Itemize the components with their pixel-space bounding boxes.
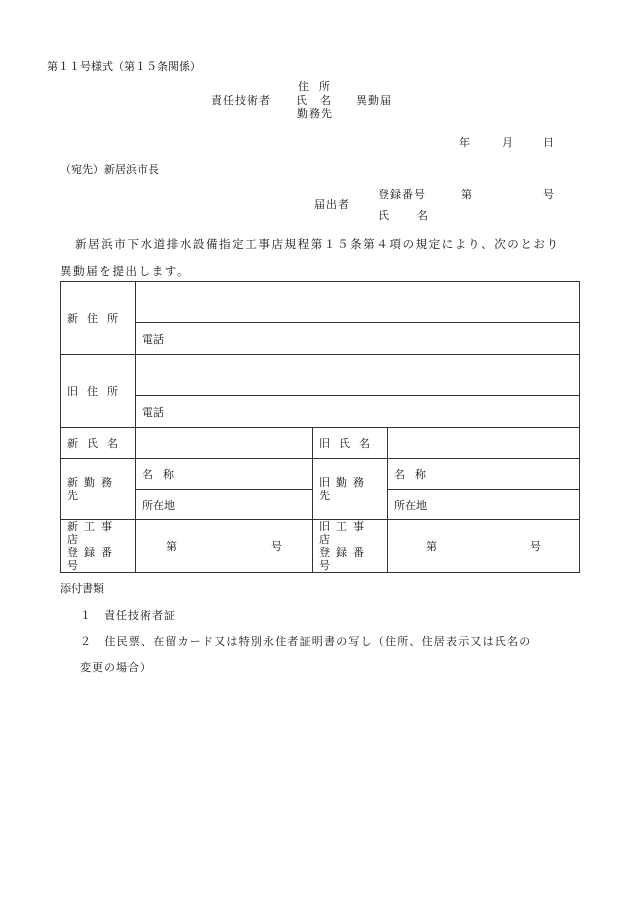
- change-form-table: [60, 281, 580, 573]
- old-shop-dai: 第: [426, 540, 437, 553]
- old-phone-field[interactable]: [136, 396, 580, 428]
- title-responsible-engineer: 責任技術者: [211, 94, 271, 107]
- old-workplace-label: 旧勤務先: [313, 459, 388, 520]
- registration-go: 号: [543, 188, 554, 201]
- new-workplace-location-label: 所在地: [142, 498, 175, 512]
- new-workplace-name-field[interactable]: [136, 459, 313, 490]
- attachment-item-1: １ 責任技術者証: [80, 609, 176, 622]
- old-shop-registration-label: [313, 520, 388, 573]
- registration-dai: 第: [461, 188, 472, 201]
- old-address-field[interactable]: [136, 355, 580, 396]
- body-text-line1: 新居浜市下水道排水設備指定工事店規程第１５条第４項の規定により、次のとおり: [75, 237, 560, 251]
- title-address: 住所: [298, 80, 340, 93]
- new-phone-field[interactable]: [136, 323, 580, 355]
- addressee: （宛先）新居浜市長: [60, 163, 159, 176]
- old-workplace-name-field[interactable]: [388, 459, 580, 490]
- title-workplace: 勤務先: [297, 107, 333, 120]
- attachments-title: 添付書類: [60, 582, 104, 595]
- applicant-name-label: 氏名: [378, 209, 456, 222]
- applicant-label: 届出者: [314, 198, 350, 211]
- attachment-item-2: ２ 住民票、在留カード又は特別永住者証明書の写し（住所、住居表示又は氏名の: [80, 635, 532, 648]
- old-shop-label-line2: 登録番号: [319, 546, 370, 572]
- date-month: 月: [502, 136, 513, 149]
- new-workplace-location-field[interactable]: [136, 490, 313, 520]
- old-shop-label-line1: 旧工事店: [319, 520, 370, 546]
- date-day: 日: [543, 136, 554, 149]
- new-shop-registration-field[interactable]: [136, 520, 313, 573]
- date-year: 年: [459, 136, 470, 149]
- new-shop-go: 号: [271, 540, 282, 553]
- new-workplace-name-label: 名称: [142, 468, 184, 481]
- new-shop-label-line2: 登録番号: [67, 546, 118, 572]
- new-shop-label-line1: 新工事店: [67, 520, 118, 546]
- old-shop-registration-field[interactable]: [388, 520, 580, 573]
- title-name: 氏名: [296, 94, 344, 107]
- old-name-field[interactable]: [388, 428, 580, 459]
- attachment-item-2-continued: 変更の場合）: [80, 661, 152, 674]
- new-workplace-label: 新勤務先: [61, 459, 136, 520]
- old-address-label: 旧住所: [61, 355, 136, 428]
- old-phone-label: 電話: [142, 405, 164, 419]
- registration-number-label: 登録番号: [378, 188, 426, 201]
- new-name-label: 新氏名: [61, 428, 136, 459]
- form-number: 第１１号様式（第１５条関係）: [47, 60, 201, 73]
- new-name-field[interactable]: [136, 428, 313, 459]
- old-workplace-location-label: 所在地: [394, 498, 427, 512]
- title-change-notice: 異動届: [356, 94, 392, 107]
- old-workplace-name-label: 名称: [394, 468, 436, 481]
- old-workplace-location-field[interactable]: [388, 490, 580, 520]
- new-address-label: 新住所: [61, 282, 136, 355]
- new-shop-registration-label: [61, 520, 136, 573]
- old-name-label: 旧氏名: [313, 428, 388, 459]
- body-text-line2: 異動届を提出します。: [60, 264, 191, 278]
- new-phone-label: 電話: [142, 332, 164, 346]
- old-shop-go: 号: [530, 540, 542, 553]
- new-address-field[interactable]: [136, 282, 580, 323]
- new-shop-dai: 第: [166, 540, 177, 553]
